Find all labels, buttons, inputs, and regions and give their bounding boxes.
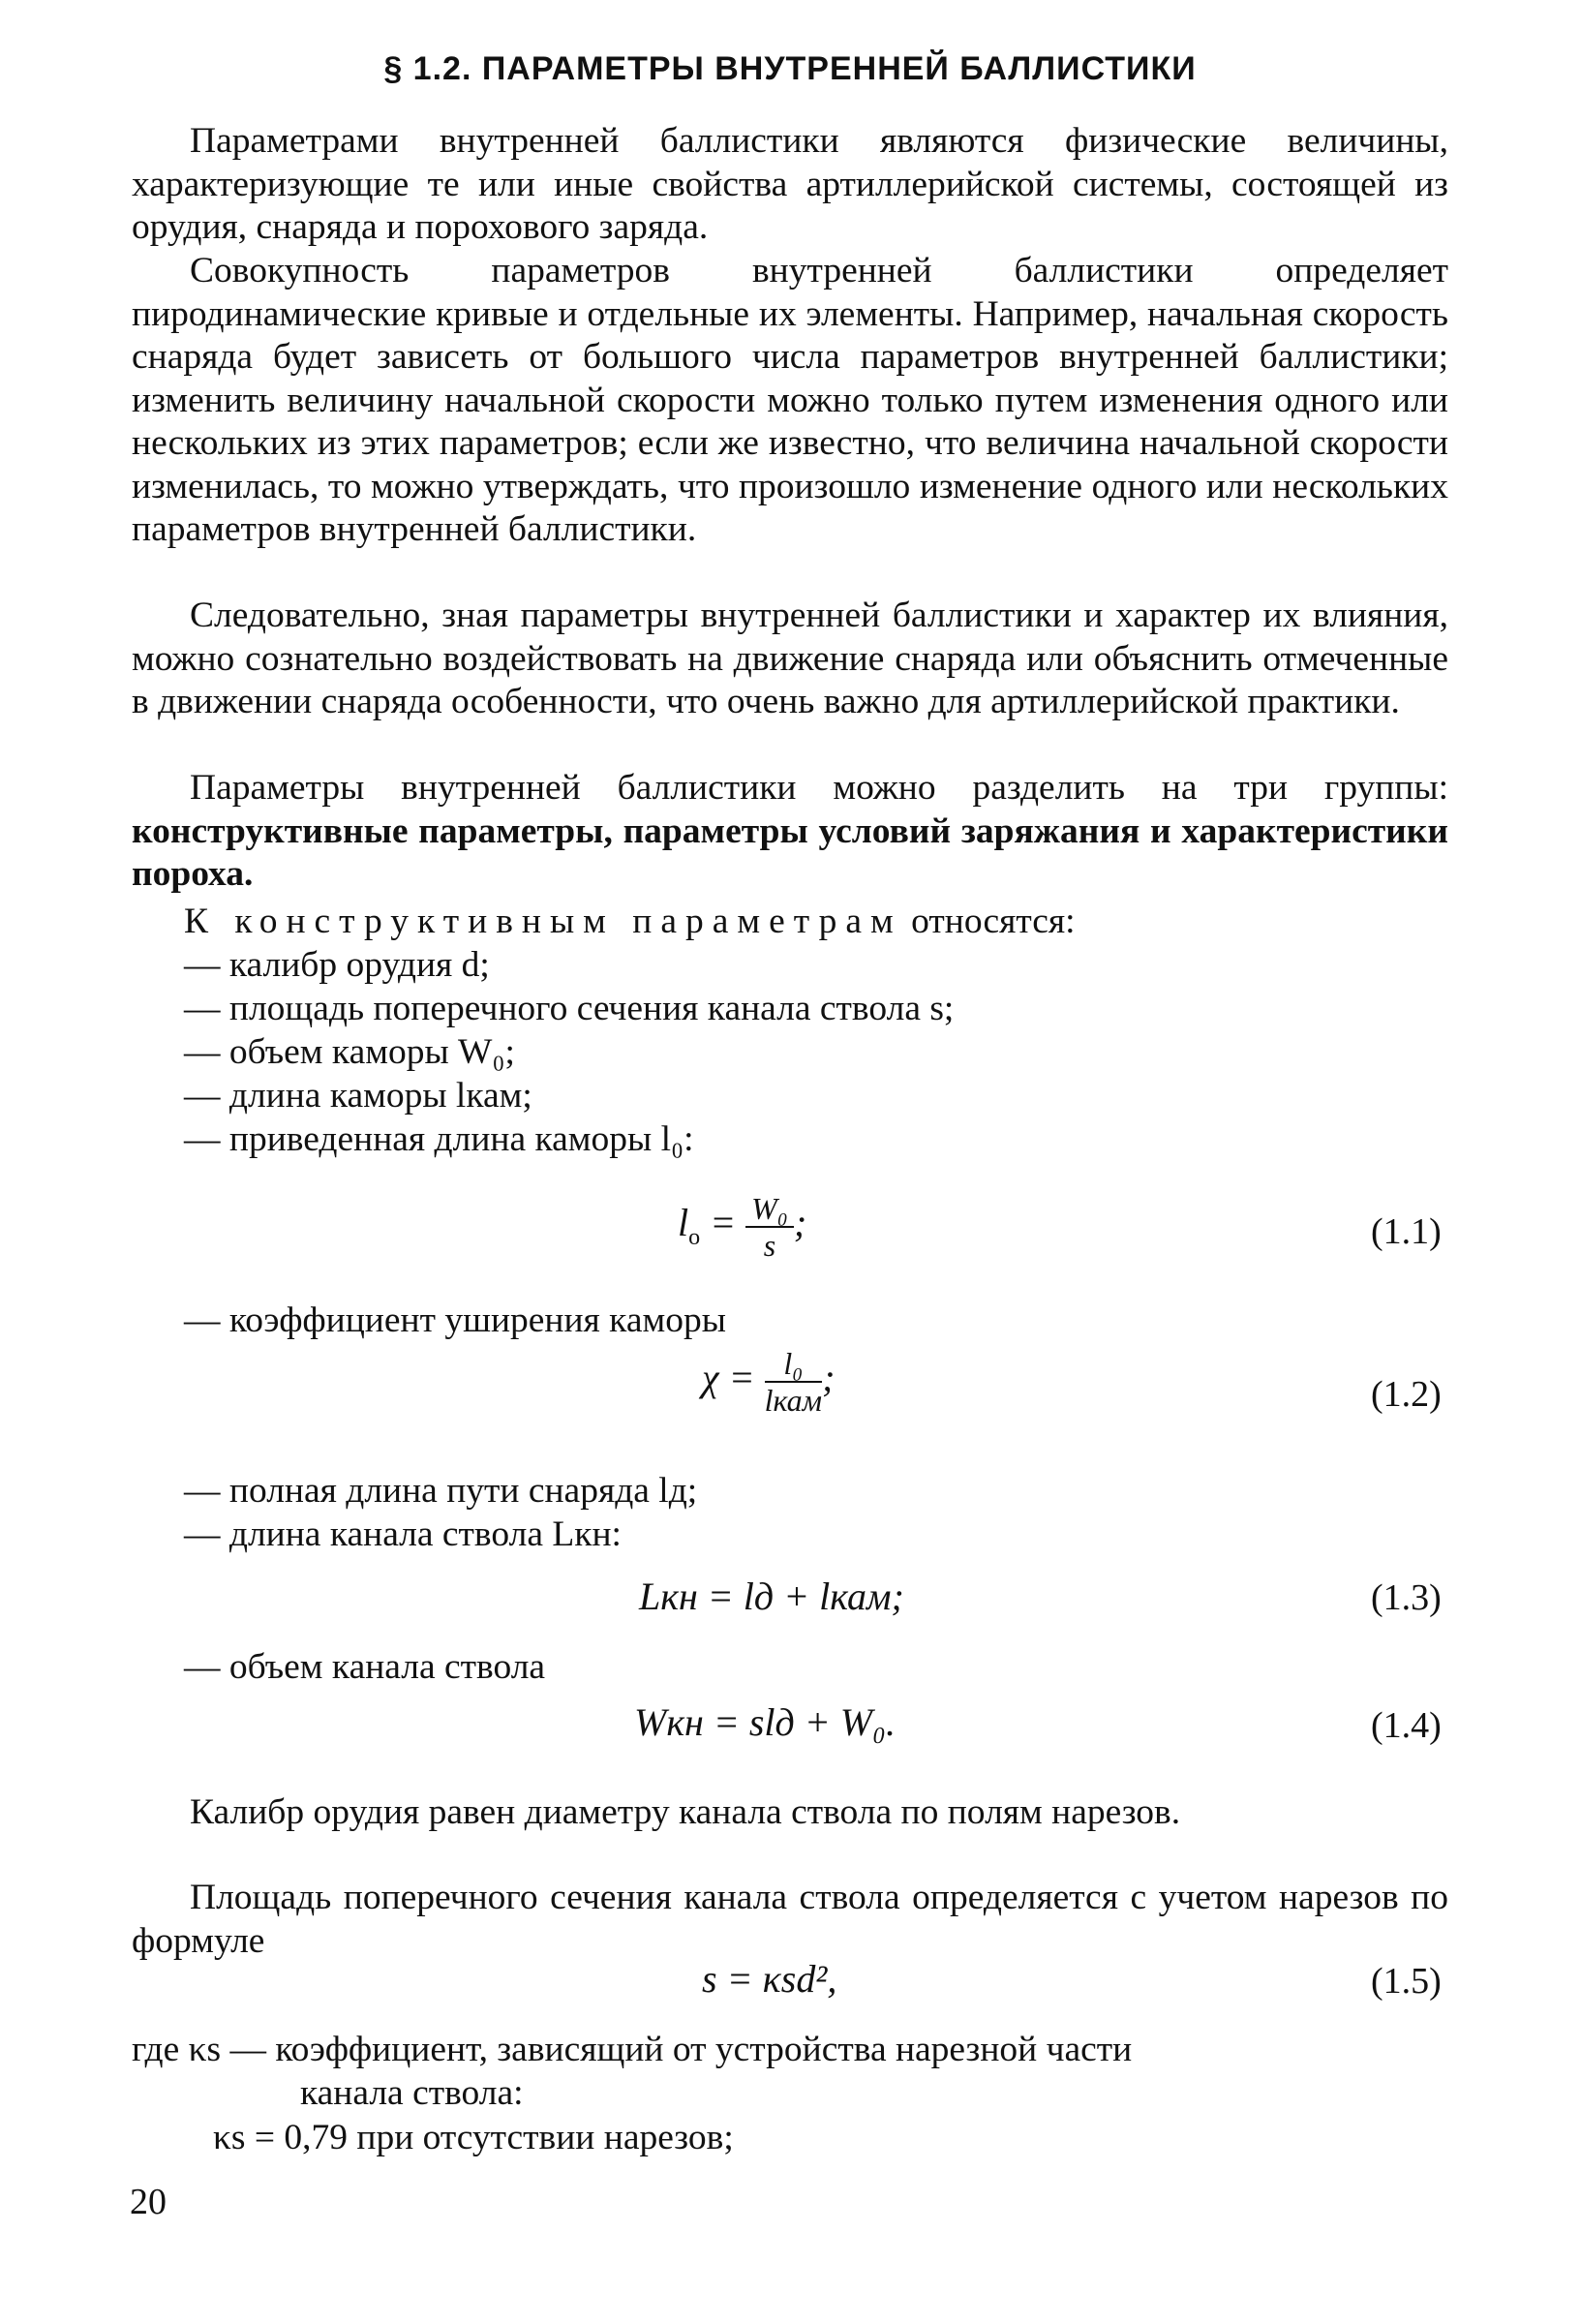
fraction-l0-over-lkam: $\frac{\text{l₀}}{\text{lкам}}$ [764,1346,823,1418]
equation-number-1-1: (1.1) [1371,1211,1442,1252]
list-item-caliber: — калибр орудия d; [184,945,490,985]
constructive-intro [184,901,1076,943]
equation-number-1-3: (1.3) [1371,1577,1442,1618]
list-item-reduced-length: — приведенная длина каморы l₀: [184,1119,694,1159]
ks-value-line: κs = 0,79 при отсутствии нарезов; [213,2118,734,2157]
formula-1-2: χ = $\frac{\text{l₀}}{\text{lкам}}$ ; [702,1346,836,1418]
where-line-1: где κs — коэффициент, зависящий от устройства нарезной части [132,2030,1133,2069]
list-item-area: — площадь поперечного сечения канала ствола s; [184,989,955,1028]
formula-1-4: Wкн = slд + W₀. [634,1700,896,1744]
page-number: 20 [130,2182,167,2222]
equation-number-1-5: (1.5) [1371,1961,1442,2002]
groups-intro: Параметры внутренней баллистики можно разделить на три группы: [190,768,1448,808]
list-item-chamber-length: — длина каморы lкам; [184,1076,532,1116]
list-item-full-path: — полная длина пути снаряда lд; [184,1471,698,1511]
where-line-2: канала ствола: [300,2073,524,2113]
section-heading: § 1.2. ПАРАМЕТРЫ ВНУТРЕННЕЙ БАЛЛИСТИКИ [383,50,1197,87]
constructive-rest: относятся: [901,902,1076,941]
list-item-bore-volume: — объем канала ствола [184,1647,546,1687]
paragraph-caliber: Калибр орудия равен диаметру канала ствола по полям нарезов. [190,1792,1181,1832]
formula-1-3: Lкн = lд + lкам; [639,1575,904,1618]
equation-number-1-2: (1.2) [1371,1374,1442,1415]
formula-1-1: $l_о$ = $\frac{\text{W₀}}{s}$ ; [678,1191,807,1263]
groups-bold: конструктивные параметры, параметры условий заряжания и характеристики пороха. [132,810,1448,894]
list-item-widening: — коэффициент уширения каморы [184,1300,726,1340]
paragraph-area-formula: Площадь поперечного сечения канала ствола определяется с учетом нарезов по формуле [132,1878,1448,1961]
paragraph-groups [132,767,1448,897]
list-item-bore-length: — длина канала ствола Lкн: [184,1514,622,1554]
paragraph-definition: Параметрами внутренней баллистики являются физические величины, характеризующие те или иные свойства артиллерийской системы, состоящей из орудия, снаряда и порохового заряда. [132,121,1448,247]
constructive-spaced: К конструктивным параметрам [184,902,902,941]
fraction-w0-over-s: $\frac{\text{W₀}}{s}$ [745,1191,794,1263]
paragraph-consequence: Следовательно, зная параметры внутренней баллистики и характер их влияния, можно сознательно воздействовать на движение снаряда или объяснить отмеченные в движении снаряда особенности, что очень важно для артиллерийской практики. [132,596,1448,721]
equation-number-1-4: (1.4) [1371,1705,1442,1746]
paragraph-pyrodynamic: Совокупность параметров внутренней баллистики определяет пиродинамические кривые и отдельные их элементы. Например, начальная скорость снаряда будет зависеть от большого числа параметров внутренней баллистики; изменить величину начальной скорости можно только путем изменения одного или нескольких из этих параметров; если же известно, что величина начальной скорости изменилась, то можно утверждать, что произошло изменение одного или нескольких параметров внутренней баллистики. [132,251,1448,549]
list-item-chamber-volume: — объем каморы W₀; [184,1032,515,1072]
formula-1-5: s = κsd², [702,1957,837,2001]
